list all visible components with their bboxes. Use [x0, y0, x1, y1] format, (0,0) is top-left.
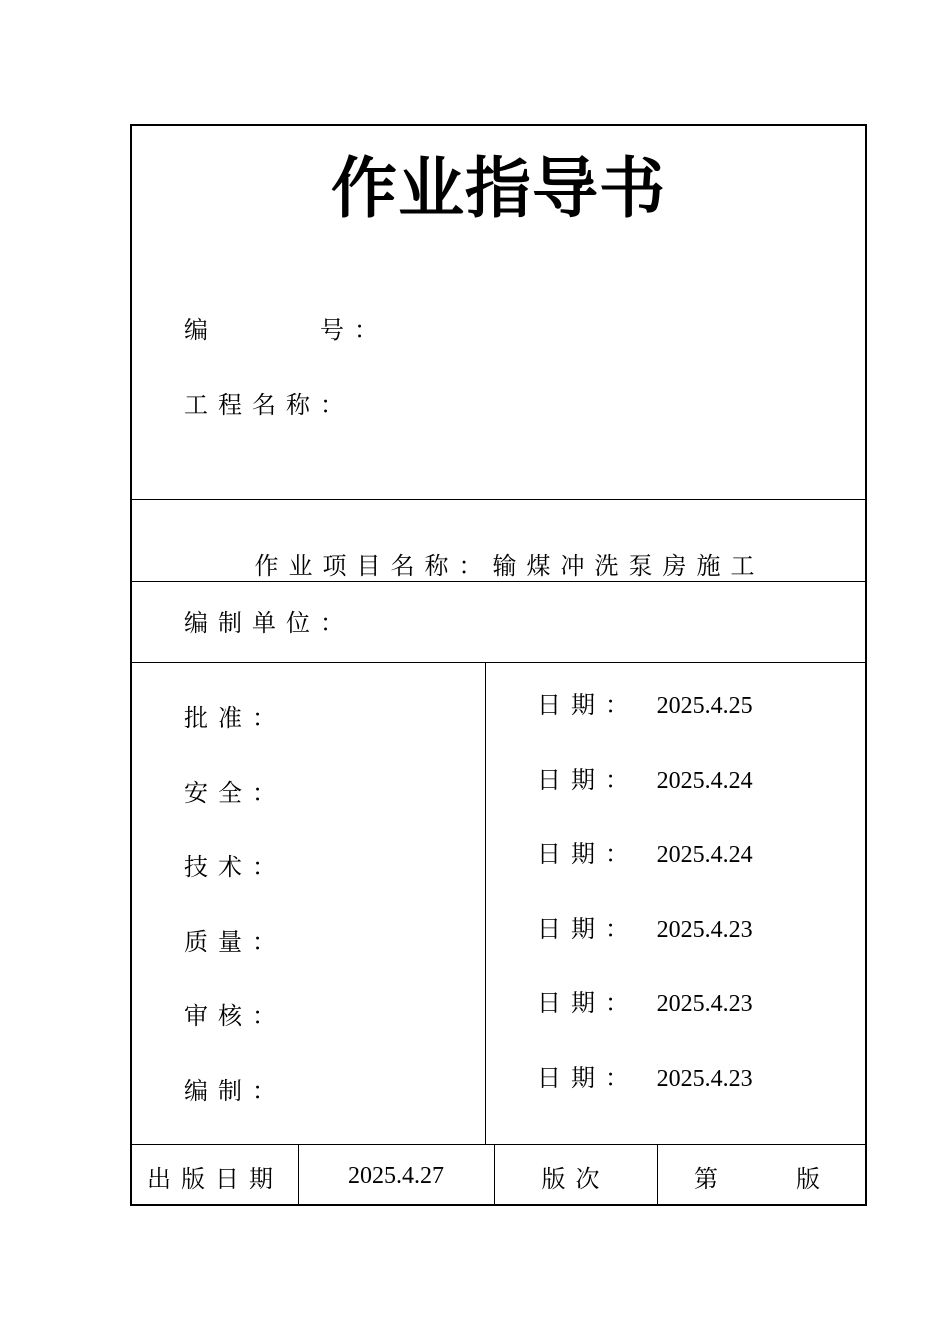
approve-date-row — [537, 693, 753, 718]
review-label: 审核： — [184, 1002, 286, 1030]
date-label: 日期： — [537, 766, 639, 794]
cover-form — [130, 124, 867, 1206]
divider — [485, 662, 486, 1144]
technical-date: 2025.4.24 — [656, 842, 753, 868]
safety-date-row — [537, 768, 753, 793]
divider — [132, 662, 865, 663]
work-item-row — [184, 530, 765, 602]
review-date-row — [537, 991, 753, 1016]
compile-date: 2025.4.23 — [656, 1066, 753, 1092]
work-item-value: 输煤冲洗泵房施工 — [492, 552, 765, 580]
compiling-unit-label: 编制单位： — [184, 609, 354, 637]
edition-value: 第 版 — [694, 1164, 830, 1193]
number-label: 编 号： — [184, 316, 388, 344]
safety-label: 安全： — [184, 779, 286, 807]
technical-label: 技术： — [184, 853, 286, 881]
approve-label: 批准： — [184, 704, 286, 732]
date-label: 日期： — [537, 1064, 639, 1092]
date-label: 日期： — [537, 915, 639, 943]
compile-label: 编制： — [184, 1077, 286, 1105]
quality-date: 2025.4.23 — [656, 917, 753, 943]
date-label: 日期： — [537, 691, 639, 719]
date-label: 日期： — [537, 989, 639, 1017]
divider — [132, 499, 865, 500]
document-title: 作业指导书 — [331, 150, 666, 227]
publish-date-label: 出版日期 — [147, 1164, 283, 1193]
publish-date-value: 2025.4.27 — [348, 1162, 444, 1189]
quality-date-row — [537, 917, 753, 942]
divider — [132, 1144, 865, 1145]
review-date: 2025.4.23 — [656, 991, 753, 1017]
project-name-label: 工程名称： — [184, 391, 354, 419]
quality-label: 质量： — [184, 928, 286, 956]
divider — [132, 581, 865, 582]
work-item-label: 作业项目名称： — [254, 552, 493, 580]
edition-label: 版次 — [541, 1164, 610, 1193]
compile-date-row — [537, 1066, 753, 1091]
date-label: 日期： — [537, 840, 639, 868]
approve-date: 2025.4.25 — [656, 693, 753, 719]
technical-date-row — [537, 842, 753, 867]
safety-date: 2025.4.24 — [656, 768, 753, 794]
